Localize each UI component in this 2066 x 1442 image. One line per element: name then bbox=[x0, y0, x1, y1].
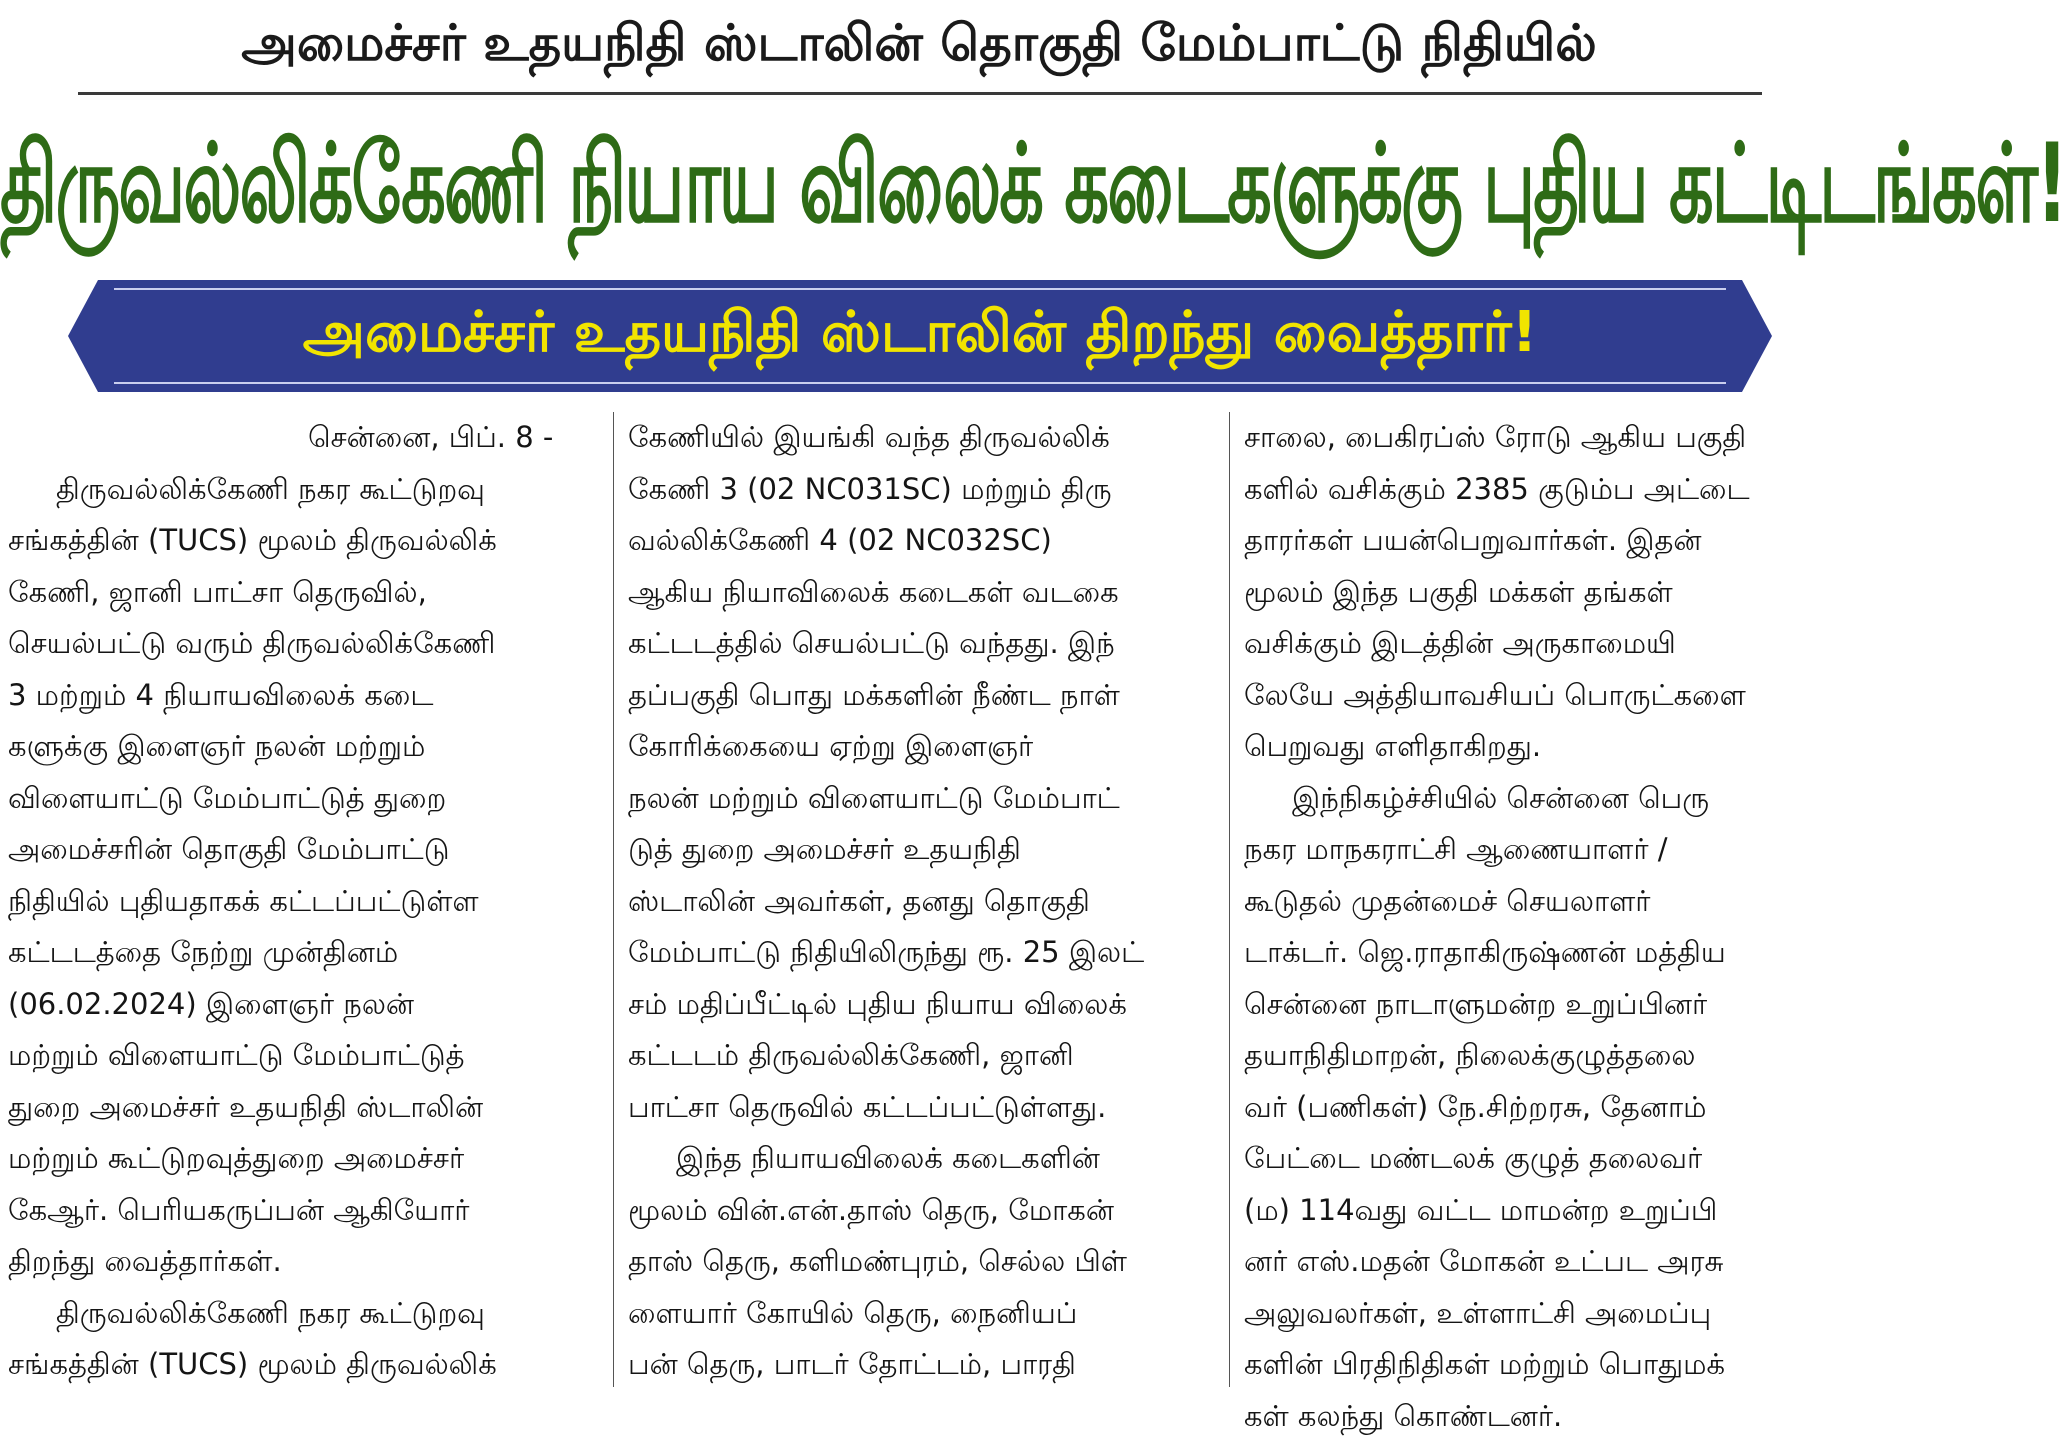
body-line: சென்னை நாடாளுமன்ற உறுப்பினர் bbox=[1244, 979, 1832, 1031]
subhead-banner bbox=[98, 280, 1742, 392]
dateline: சென்னை, பிப். 8 - bbox=[8, 412, 600, 464]
body-line: நகர மாநகராட்சி ஆணையாளர் / bbox=[1244, 824, 1832, 876]
body-line: ஆகிய நியாவிலைக் கடைகள் வடகை bbox=[628, 567, 1216, 619]
kicker-headline: அமைச்சர் உதயநிதி ஸ்டாலின் தொகுதி மேம்பாட்டு நிதியில் bbox=[0, 14, 1838, 79]
body-line: மற்றும் கூட்டுறவுத்துறை அமைச்சர் bbox=[8, 1133, 600, 1185]
body-line: வசிக்கும் இடத்தின் அருகாமையி bbox=[1244, 618, 1832, 670]
body-line: விளையாட்டு மேம்பாட்டுத் துறை bbox=[8, 773, 600, 825]
body-line: நலன் மற்றும் விளையாட்டு மேம்பாட் bbox=[628, 773, 1216, 825]
body-line: டுத் துறை அமைச்சர் உதயநிதி bbox=[628, 824, 1216, 876]
body-line: (ம) 114வது வட்ட மாமன்ற உறுப்பி bbox=[1244, 1185, 1832, 1237]
article-column-2 bbox=[628, 412, 1216, 1392]
body-line: மற்றும் விளையாட்டு மேம்பாட்டுத் bbox=[8, 1030, 600, 1082]
body-line: களுக்கு இளைஞர் நலன் மற்றும் bbox=[8, 721, 600, 773]
body-line: 3 மற்றும் 4 நியாயவிலைக் கடை bbox=[8, 670, 600, 722]
body-line: மூலம் இந்த பகுதி மக்கள் தங்கள் bbox=[1244, 567, 1832, 619]
body-line: தப்பகுதி பொது மக்களின் நீண்ட நாள் bbox=[628, 670, 1216, 722]
body-line: கட்டடத்தில் செயல்பட்டு வந்தது. இந் bbox=[628, 618, 1216, 670]
body-line: இந்த நியாயவிலைக் கடைகளின் bbox=[628, 1133, 1216, 1185]
body-line: சம் மதிப்பீட்டில் புதிய நியாய விலைக் bbox=[628, 979, 1216, 1031]
body-line: ளையார் கோயில் தெரு, நைனியப் bbox=[628, 1288, 1216, 1340]
body-line: அமைச்சரின் தொகுதி மேம்பாட்டு bbox=[8, 824, 600, 876]
body-line: கேணி, ஜானி பாட்சா தெருவில், bbox=[8, 567, 600, 619]
body-line: தாஸ் தெரு, களிமண்புரம், செல்ல பிள் bbox=[628, 1236, 1216, 1288]
body-line: கூடுதல் முதன்மைச் செயலாளர் bbox=[1244, 876, 1832, 928]
body-line: கேணி 3 (02 NC031SC) மற்றும் திரு bbox=[628, 464, 1216, 516]
body-line: கேணியில் இயங்கி வந்த திருவல்லிக் bbox=[628, 412, 1216, 464]
body-line: தாரர்கள் பயன்பெறுவார்கள். இதன் bbox=[1244, 515, 1832, 567]
body-line: திறந்து வைத்தார்கள். bbox=[8, 1236, 600, 1288]
body-line: சங்கத்தின் (TUCS) மூலம் திருவல்லிக் bbox=[8, 515, 600, 567]
body-line: கட்டடம் திருவல்லிக்கேணி, ஜானி bbox=[628, 1030, 1216, 1082]
body-line: திருவல்லிக்கேணி நகர கூட்டுறவு bbox=[8, 1288, 600, 1340]
body-line: செயல்பட்டு வரும் திருவல்லிக்கேணி bbox=[8, 618, 600, 670]
body-line: மேம்பாட்டு நிதியிலிருந்து ரூ. 25 இலட் bbox=[628, 927, 1216, 979]
body-line: வர் (பணிகள்) நே.சிற்றரசு, தேனாம் bbox=[1244, 1082, 1832, 1134]
main-headline: திருவல்லிக்கேணி நியாய விலைக் கடைகளுக்கு புதிய கட்டிடங்கள்! bbox=[0, 120, 1838, 261]
kicker-divider bbox=[78, 92, 1762, 95]
article-column-3 bbox=[1244, 412, 1832, 1392]
body-line: சாலை, பைகிரப்ஸ் ரோடு ஆகிய பகுதி bbox=[1244, 412, 1832, 464]
body-line: பன் தெரு, பாடர் தோட்டம், பாரதி bbox=[628, 1339, 1216, 1391]
body-line: கட்டடத்தை நேற்று முன்தினம் bbox=[8, 927, 600, 979]
article-column-1 bbox=[8, 412, 600, 1392]
body-line: களின் பிரதிநிதிகள் மற்றும் பொதுமக் bbox=[1244, 1339, 1832, 1391]
body-line: தயாநிதிமாறன், நிலைக்குழுத்தலை bbox=[1244, 1030, 1832, 1082]
body-line: லேயே அத்தியாவசியப் பொருட்களை bbox=[1244, 670, 1832, 722]
body-line: அலுவலர்கள், உள்ளாட்சி அமைப்பு bbox=[1244, 1288, 1832, 1340]
body-line: களில் வசிக்கும் 2385 குடும்ப அட்டை bbox=[1244, 464, 1832, 516]
body-line: கோரிக்கையை ஏற்று இளைஞர் bbox=[628, 721, 1216, 773]
body-line: பெறுவது எளிதாகிறது. bbox=[1244, 721, 1832, 773]
body-line: ஸ்டாலின் அவர்கள், தனது தொகுதி bbox=[628, 876, 1216, 928]
column-divider bbox=[613, 412, 614, 1387]
body-line: கேஆர். பெரியகருப்பன் ஆகியோர் bbox=[8, 1185, 600, 1237]
body-line: இந்நிகழ்ச்சியில் சென்னை பெரு bbox=[1244, 773, 1832, 825]
body-line: வல்லிக்கேணி 4 (02 NC032SC) bbox=[628, 515, 1216, 567]
body-line: னர் எஸ்.மதன் மோகன் உட்பட அரசு bbox=[1244, 1236, 1832, 1288]
body-line: பேட்டை மண்டலக் குழுத் தலைவர் bbox=[1244, 1133, 1832, 1185]
body-line: (06.02.2024) இளைஞர் நலன் bbox=[8, 979, 600, 1031]
body-line: நிதியில் புதியதாகக் கட்டப்பட்டுள்ள bbox=[8, 876, 600, 928]
body-line: டாக்டர். ஜெ.ராதாகிருஷ்ணன் மத்திய bbox=[1244, 927, 1832, 979]
body-line: சங்கத்தின் (TUCS) மூலம் திருவல்லிக் bbox=[8, 1339, 600, 1391]
body-line: கள் கலந்து கொண்டனர். bbox=[1244, 1391, 1832, 1442]
body-line: துறை அமைச்சர் உதயநிதி ஸ்டாலின் bbox=[8, 1082, 600, 1134]
body-line: மூலம் வின்.என்.தாஸ் தெரு, மோகன் bbox=[628, 1185, 1216, 1237]
body-line: திருவல்லிக்கேணி நகர கூட்டுறவு bbox=[8, 464, 600, 516]
body-line: பாட்சா தெருவில் கட்டப்பட்டுள்ளது. bbox=[628, 1082, 1216, 1134]
column-divider bbox=[1229, 412, 1230, 1387]
subhead-text: அமைச்சர் உதயநிதி ஸ்டாலின் திறந்து வைத்தார்! bbox=[98, 300, 1742, 372]
